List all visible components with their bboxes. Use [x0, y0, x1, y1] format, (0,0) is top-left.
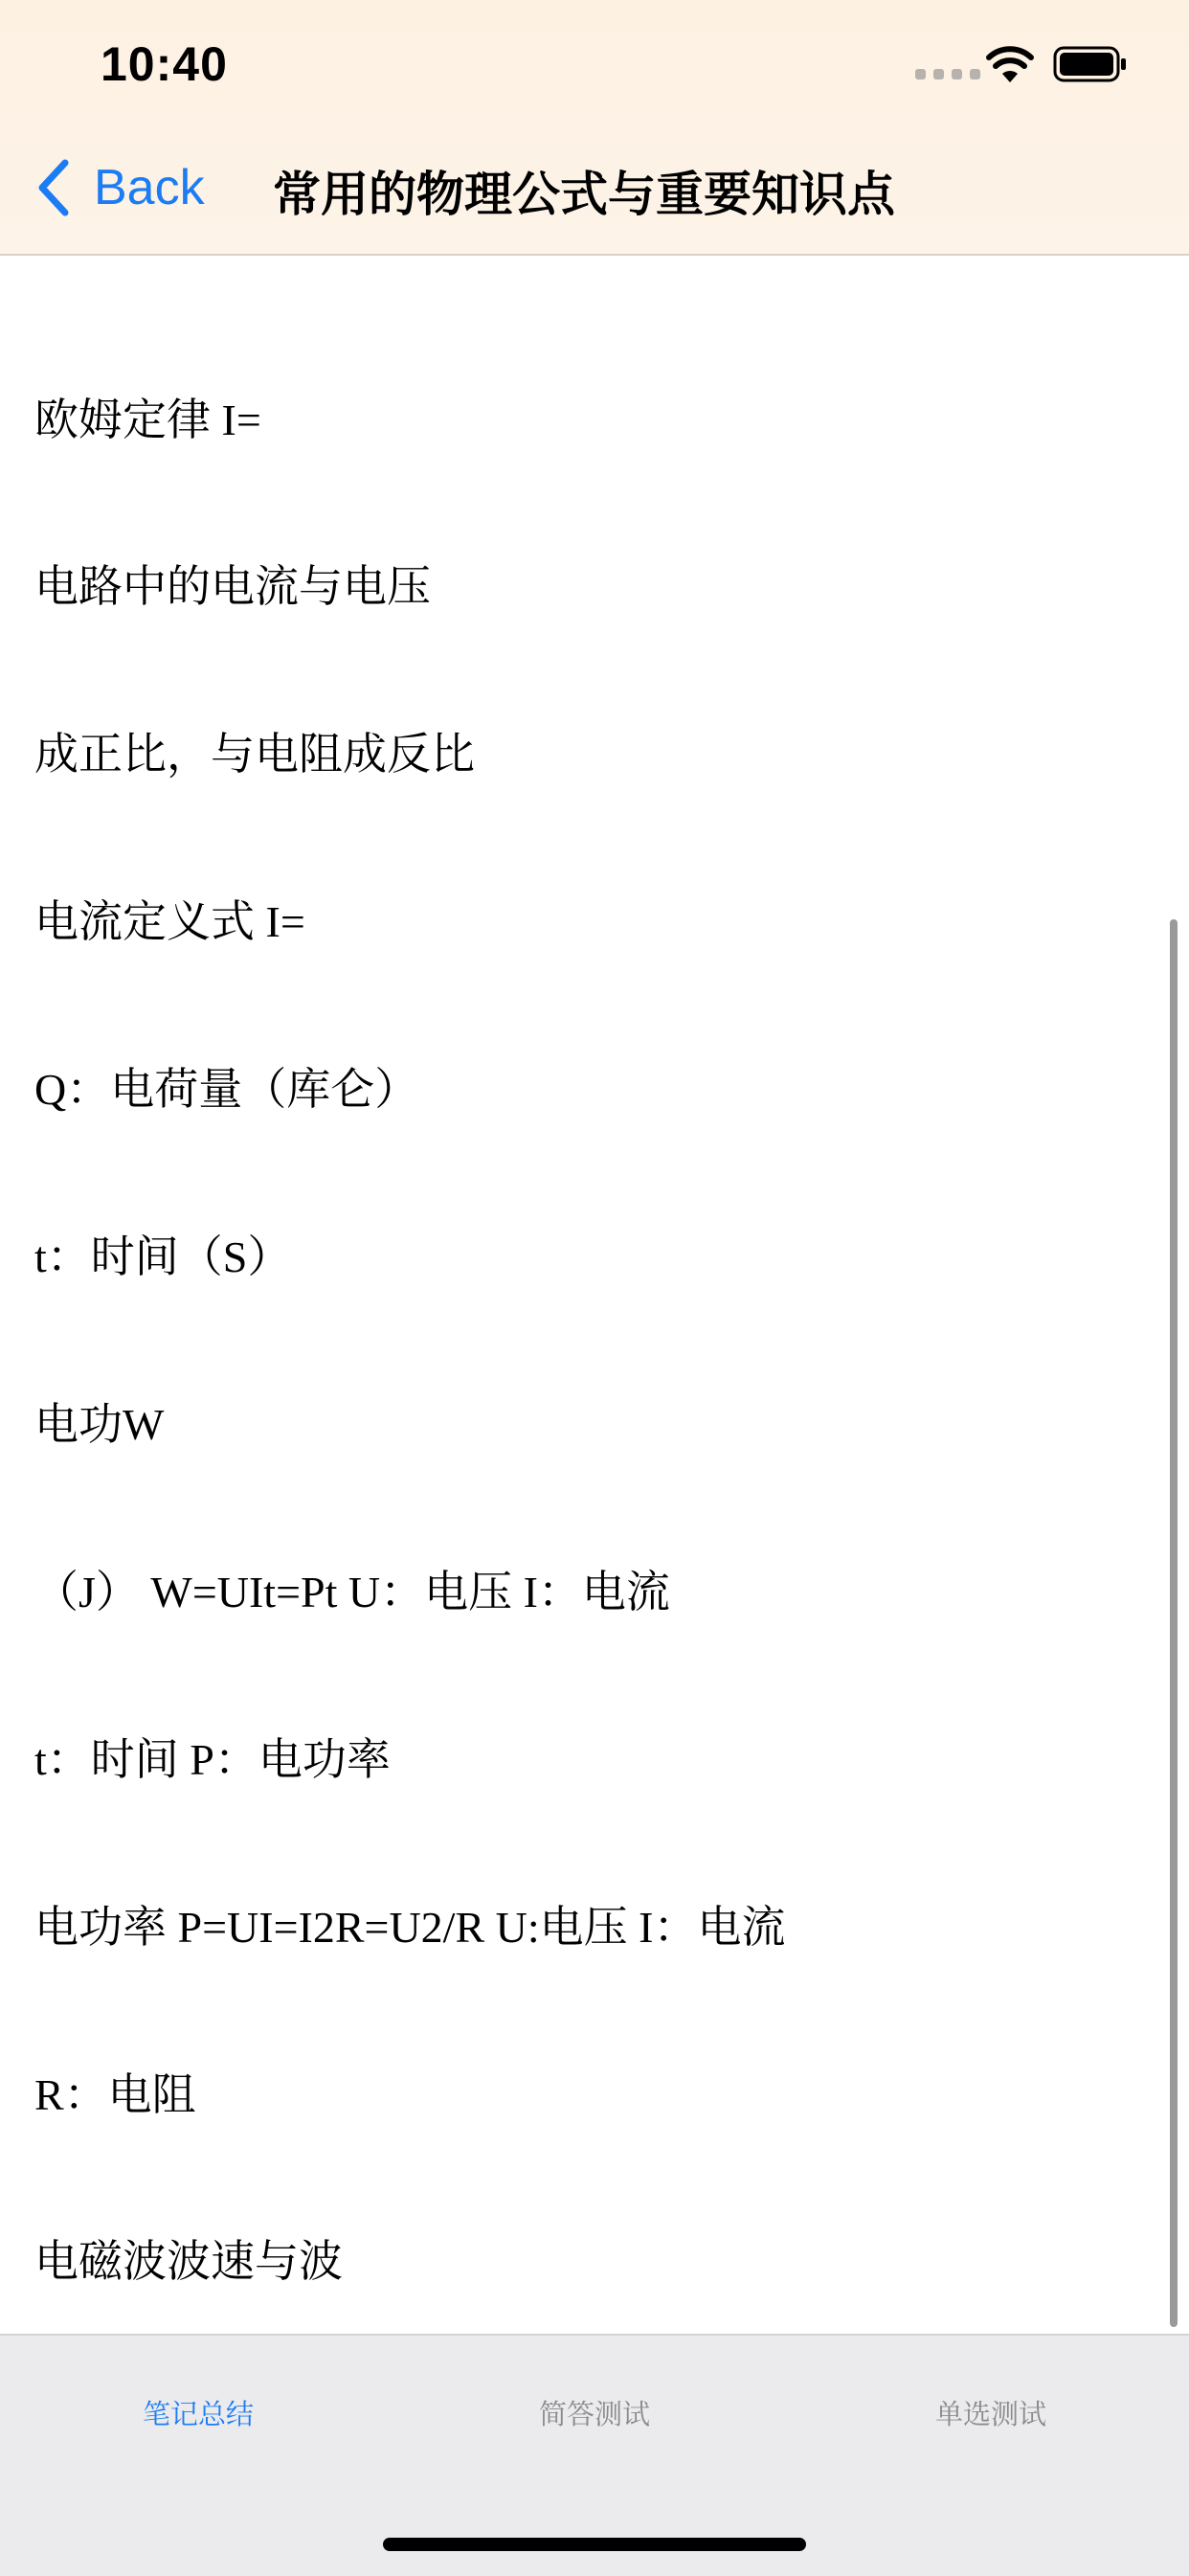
- cellular-signal-icon: [915, 69, 980, 79]
- tab-short-answer-test[interactable]: 简答测试: [538, 2398, 650, 2430]
- text-line: （J） W=UIt=Pt U：电压 I：电流: [34, 1567, 670, 1616]
- tab-single-choice-test[interactable]: 单选测试: [934, 2398, 1046, 2430]
- text-line: R：电阻: [34, 2069, 196, 2119]
- text-line: t：时间（S）: [34, 1232, 292, 1282]
- text-line: 电功率 P=UI=I2R=U2/R U:电压 I：电流: [34, 1902, 786, 1952]
- navigation-header: [0, 0, 1189, 256]
- chevron-left-icon: [34, 159, 73, 216]
- status-time: 10:40: [101, 37, 228, 91]
- text-line: 电磁波波速与波: [34, 2237, 343, 2287]
- text-line: Q：电荷量（库仑）: [34, 1065, 419, 1115]
- back-button-label: Back: [94, 160, 205, 215]
- text-line: 电流定义式 I=: [34, 897, 305, 947]
- page-title: 常用的物理公式与重要知识点: [273, 167, 895, 222]
- text-line: 成正比，与电阻成反比: [34, 730, 475, 780]
- battery-icon: [1053, 46, 1128, 82]
- text-line: 电路中的电流与电压: [34, 562, 431, 612]
- vertical-scrollbar[interactable]: [1170, 919, 1178, 2327]
- back-button[interactable]: [34, 153, 205, 222]
- tab-notes-summary[interactable]: 笔记总结: [142, 2398, 254, 2430]
- home-indicator: [383, 2538, 806, 2551]
- wifi-icon: [986, 46, 1034, 84]
- notes-scroll-view[interactable]: [0, 256, 1189, 2334]
- text-line: t：时间 P：电功率: [34, 1734, 391, 1784]
- notes-text: [34, 281, 1145, 2334]
- text-line: 欧姆定律 I=: [34, 395, 261, 444]
- text-line: 电功W: [34, 1399, 165, 1449]
